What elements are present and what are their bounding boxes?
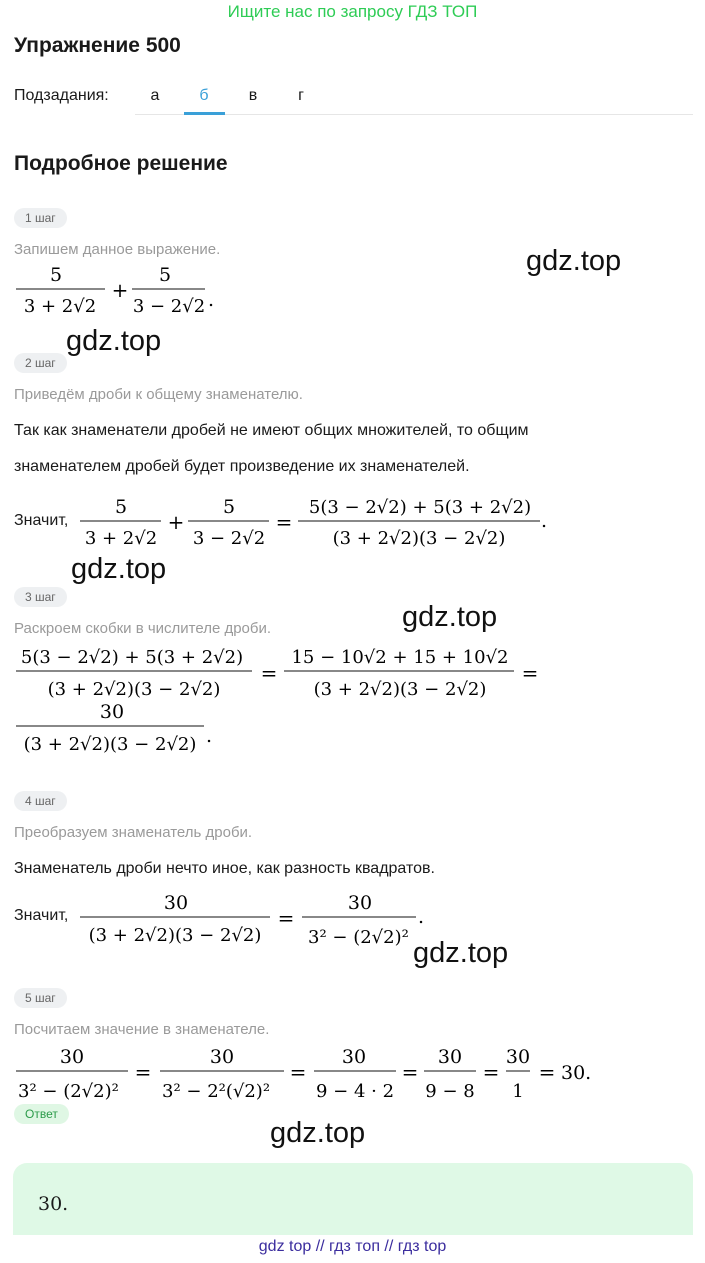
svg-text:30.: 30. — [561, 1062, 592, 1084]
step-3-formula — [12, 640, 572, 760]
svg-text:(3 + 2√2)(3 − 2√2): (3 + 2√2)(3 − 2√2) — [47, 679, 221, 700]
step-4-badge: 4 шаг — [14, 791, 67, 811]
answer-box — [13, 1163, 693, 1235]
watermark: gdz.top — [402, 601, 498, 633]
step-2-hint: Приведём дроби к общему знаменателю. — [14, 386, 303, 403]
svg-text:3² − (2√2)²: 3² − (2√2)² — [18, 1081, 119, 1102]
svg-text:.: . — [208, 289, 215, 311]
svg-text:30: 30 — [99, 701, 125, 723]
svg-text:(3 + 2√2)(3 − 2√2): (3 + 2√2)(3 − 2√2) — [332, 528, 506, 549]
step-4-prefix: Значит, — [14, 907, 69, 924]
watermark: gdz.top — [71, 553, 167, 585]
svg-text:30: 30 — [163, 892, 189, 914]
svg-text:30: 30 — [505, 1046, 531, 1068]
answer-badge: Ответ — [14, 1104, 69, 1124]
svg-text:3 + 2√2: 3 + 2√2 — [84, 528, 158, 549]
svg-text:30: 30 — [347, 892, 373, 914]
svg-text:(3 + 2√2)(3 − 2√2): (3 + 2√2)(3 − 2√2) — [88, 925, 262, 946]
svg-text:5(3 − 2√2) + 5(3 + 2√2): 5(3 − 2√2) + 5(3 + 2√2) — [308, 497, 532, 518]
svg-text:.: . — [206, 725, 213, 747]
step-5-formula — [12, 1040, 612, 1110]
step-1-hint: Запишем данное выражение. — [14, 241, 221, 258]
svg-text:5: 5 — [49, 264, 63, 286]
svg-text:=: = — [482, 1060, 500, 1084]
svg-text:30: 30 — [209, 1046, 235, 1068]
footer-links[interactable]: gdz top // гдз топ // гдз top — [258, 1238, 447, 1255]
subtask-tab-a[interactable]: а — [150, 87, 160, 104]
page-title: Упражнение 500 — [14, 34, 181, 57]
step-2-text-line-1: Так как знаменатели дробей не имеют общих множителей, то общим — [14, 422, 529, 439]
step-2-text-line-2: знаменателем дробей будет произведение их знаменателей. — [14, 458, 470, 475]
svg-text:(3 + 2√2)(3 − 2√2): (3 + 2√2)(3 − 2√2) — [313, 679, 487, 700]
step-4-hint: Преобразуем знаменатель дроби. — [14, 824, 253, 841]
svg-text:3 − 2√2: 3 − 2√2 — [192, 528, 266, 549]
watermark: gdz.top — [413, 937, 509, 969]
svg-text:3 + 2√2: 3 + 2√2 — [23, 296, 97, 317]
step-4-formula — [76, 885, 436, 955]
step-2-formula — [76, 490, 556, 554]
subtask-tab-v[interactable]: в — [248, 87, 258, 104]
svg-text:9 − 8: 9 − 8 — [425, 1081, 475, 1102]
svg-text:+: + — [167, 510, 185, 534]
svg-text:=: = — [289, 1060, 307, 1084]
subtask-tab-b[interactable]: б — [199, 87, 209, 104]
svg-text:=: = — [521, 661, 539, 685]
svg-text:30: 30 — [341, 1046, 367, 1068]
step-2-prefix: Значит, — [14, 512, 69, 529]
svg-text:=: = — [260, 661, 278, 685]
svg-text:.: . — [541, 510, 548, 532]
active-tab-indicator — [184, 112, 225, 115]
svg-text:30: 30 — [437, 1046, 463, 1068]
answer-value: 30. — [38, 1193, 69, 1215]
svg-text:=: = — [275, 510, 293, 534]
svg-text:15 − 10√2 + 15 + 10√2: 15 − 10√2 + 15 + 10√2 — [291, 647, 509, 668]
svg-text:(3 + 2√2)(3 − 2√2): (3 + 2√2)(3 − 2√2) — [23, 734, 197, 755]
svg-text:5: 5 — [222, 496, 236, 518]
search-banner: Ищите нас по запросу ГДЗ ТОП — [227, 2, 478, 21]
svg-text:+: + — [111, 278, 129, 302]
svg-text:3² − 2²(√2)²: 3² − 2²(√2)² — [162, 1081, 271, 1102]
svg-text:=: = — [277, 906, 295, 930]
svg-text:9 − 4 · 2: 9 − 4 · 2 — [315, 1081, 395, 1102]
step-2-badge: 2 шаг — [14, 353, 67, 373]
svg-text:30: 30 — [59, 1046, 85, 1068]
svg-text:.: . — [418, 906, 425, 928]
svg-text:=: = — [401, 1060, 419, 1084]
step-5-badge: 5 шаг — [14, 988, 67, 1008]
step-3-badge: 3 шаг — [14, 587, 67, 607]
svg-text:=: = — [134, 1060, 152, 1084]
step-1-badge: 1 шаг — [14, 208, 67, 228]
svg-text:1: 1 — [512, 1081, 524, 1102]
svg-text:3 − 2√2: 3 − 2√2 — [132, 296, 206, 317]
step-4-text-line-1: Знаменатель дроби нечто иное, как разность квадратов. — [14, 860, 435, 877]
subtasks-label: Подзадания: — [14, 87, 109, 104]
watermark: gdz.top — [270, 1117, 366, 1149]
svg-text:=: = — [538, 1060, 556, 1084]
svg-text:5: 5 — [158, 264, 172, 286]
step-1-formula — [12, 262, 232, 322]
subtask-tab-g[interactable]: г — [298, 87, 304, 104]
svg-text:5: 5 — [114, 496, 128, 518]
watermark: gdz.top — [526, 245, 622, 277]
svg-text:3² − (2√2)²: 3² − (2√2)² — [308, 927, 409, 948]
svg-text:5(3 − 2√2) + 5(3 + 2√2): 5(3 − 2√2) + 5(3 + 2√2) — [20, 647, 244, 668]
section-title: Подробное решение — [14, 152, 228, 175]
watermark: gdz.top — [66, 325, 162, 357]
step-5-hint: Посчитаем значение в знаменателе. — [14, 1021, 270, 1038]
step-3-hint: Раскроем скобки в числителе дроби. — [14, 620, 272, 637]
